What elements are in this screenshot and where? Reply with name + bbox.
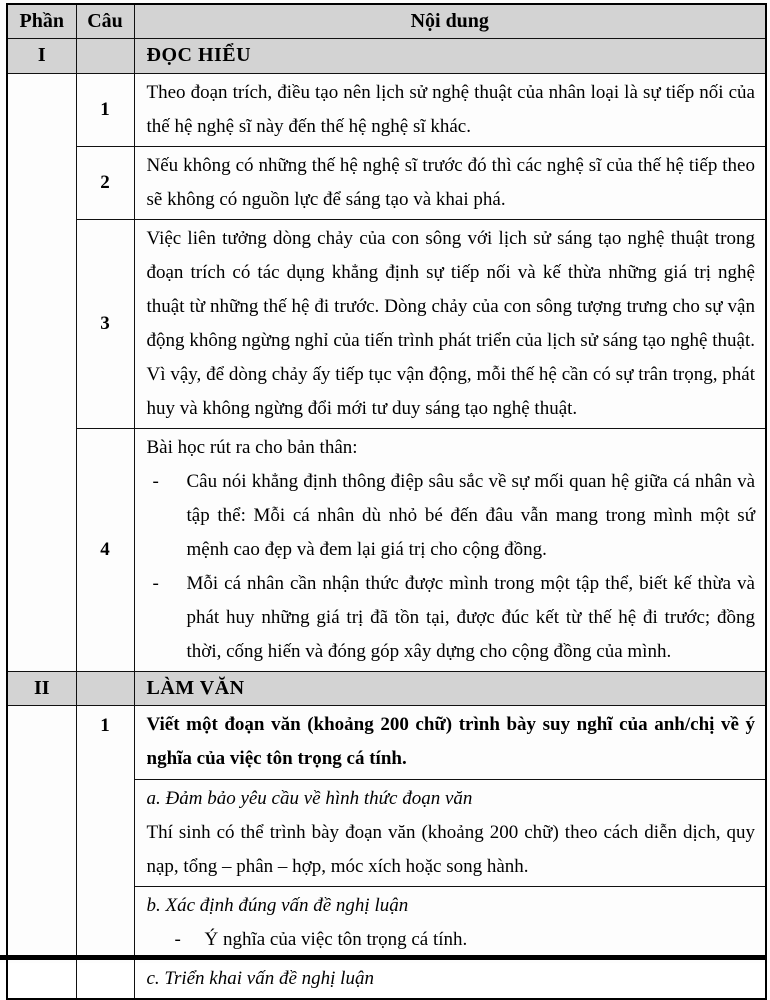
table-row xyxy=(7,73,766,146)
table-header-row xyxy=(7,4,766,38)
answer-key-table xyxy=(6,3,767,1000)
answer-cell xyxy=(134,428,766,671)
criterion-c-cell xyxy=(134,959,766,999)
dash-bullet: - xyxy=(152,572,159,594)
answer-text: Theo đoạn trích, điều tạo nên lịch sử nghệ thuật của nhân loại là sự tiếp nối của thế hệ nghệ sĩ này đến thế hệ nghệ sĩ khác. xyxy=(146,81,755,137)
list-item-text: Mỗi cá nhân cần nhận thức được mình trong một tập thể, biết kế thừa và phát huy những giá trị đã tồn tại, được đúc kết từ thế hệ đi trước; đồng thời, cống hiến và đóng góp xây dựng cho cộng đồng của mình. xyxy=(186,572,755,662)
section-1-title: ĐỌC HIỂU xyxy=(134,38,766,73)
list-item-text: Ý nghĩa của việc tôn trọng cá tính. xyxy=(204,928,468,950)
criterion-b-heading: b. Xác định đúng vấn đề nghị luận xyxy=(146,894,409,916)
answer-text: Việc liên tưởng dòng chảy của con sông với lịch sử sáng tạo nghệ thuật trong đoạn trích có tác dụng khẳng định sự tiếp nối và kế thừa những giá trị nghệ thuật từ những thế hệ đi trước. Dòng chảy của con sông tượng trưng cho sự vận động không ngừng nghỉ của tiến trình phát triển của lịch sử sáng tạo nghệ thuật. Vì vậy, để dòng chảy ấy tiếp tục vận động, mỗi thế hệ cần có sự trân trọng, phát huy và không ngừng đổi mới tư duy sáng tạo nghệ thuật. xyxy=(146,227,755,419)
criterion-a-body: Thí sinh có thể trình bày đoạn văn (khoảng 200 chữ) theo cách diễn dịch, quy nạp, tổng – phân – hợp, móc xích hoặc song hành. xyxy=(146,821,755,877)
criterion-c-heading: c. Triển khai vấn đề nghị luận xyxy=(146,967,374,989)
section-1-merged-part-cell xyxy=(7,73,76,671)
list-item xyxy=(147,465,756,567)
section-2-title: LÀM VĂN xyxy=(134,671,766,705)
table-row xyxy=(7,146,766,219)
list-item xyxy=(147,567,756,669)
section-2-empty-cau-cell xyxy=(76,671,134,705)
criterion-a-heading: a. Đảm bảo yêu cầu về hình thức đoạn văn xyxy=(146,787,473,809)
dash-bullet: - xyxy=(174,928,181,950)
answer-cell xyxy=(134,73,766,146)
section-1-empty-cau-cell xyxy=(76,38,134,73)
table-row xyxy=(7,705,766,779)
question-number: 1 xyxy=(76,705,134,999)
list-item xyxy=(147,923,756,957)
answer-intro: Bài học rút ra cho bản thân: xyxy=(146,436,358,458)
column-header-noidung: Nội dung xyxy=(134,4,766,38)
criterion-a-cell xyxy=(134,779,766,886)
section-1-part-label: I xyxy=(7,38,76,73)
question-number: 2 xyxy=(76,146,134,219)
question-number: 1 xyxy=(76,73,134,146)
dash-bullet: - xyxy=(152,470,159,492)
list-item-text: Câu nói khẳng định thông điệp sâu sắc về sự mối quan hệ giữa cá nhân và tập thể: Mỗi cá nhân dù nhỏ bé đến đâu vẫn mang trong mình một sứ mệnh cao đẹp và đem lại giá trị cho cộng đồng. xyxy=(186,470,755,560)
column-header-cau: Câu xyxy=(76,4,134,38)
section-1-header-row xyxy=(7,38,766,73)
essay-prompt-cell xyxy=(134,705,766,779)
answer-text: Nếu không có những thế hệ nghệ sĩ trước đó thì các nghệ sĩ của thế hệ tiếp theo sẽ không có nguồn lực để sáng tạo và khai phá. xyxy=(146,154,755,210)
essay-prompt-text: Viết một đoạn văn (khoảng 200 chữ) trình bày suy nghĩ của anh/chị về ý nghĩa của việc tôn trọng cá tính. xyxy=(146,713,755,769)
answer-cell xyxy=(134,146,766,219)
table-row xyxy=(7,219,766,428)
column-header-phan: Phần xyxy=(7,4,76,38)
page-bottom-rule xyxy=(0,955,766,960)
criterion-b-cell xyxy=(134,886,766,959)
table-row xyxy=(7,428,766,671)
section-2-header-row xyxy=(7,671,766,705)
question-number: 3 xyxy=(76,219,134,428)
section-2-part-label: II xyxy=(7,671,76,705)
answer-cell xyxy=(134,219,766,428)
question-number: 4 xyxy=(76,428,134,671)
